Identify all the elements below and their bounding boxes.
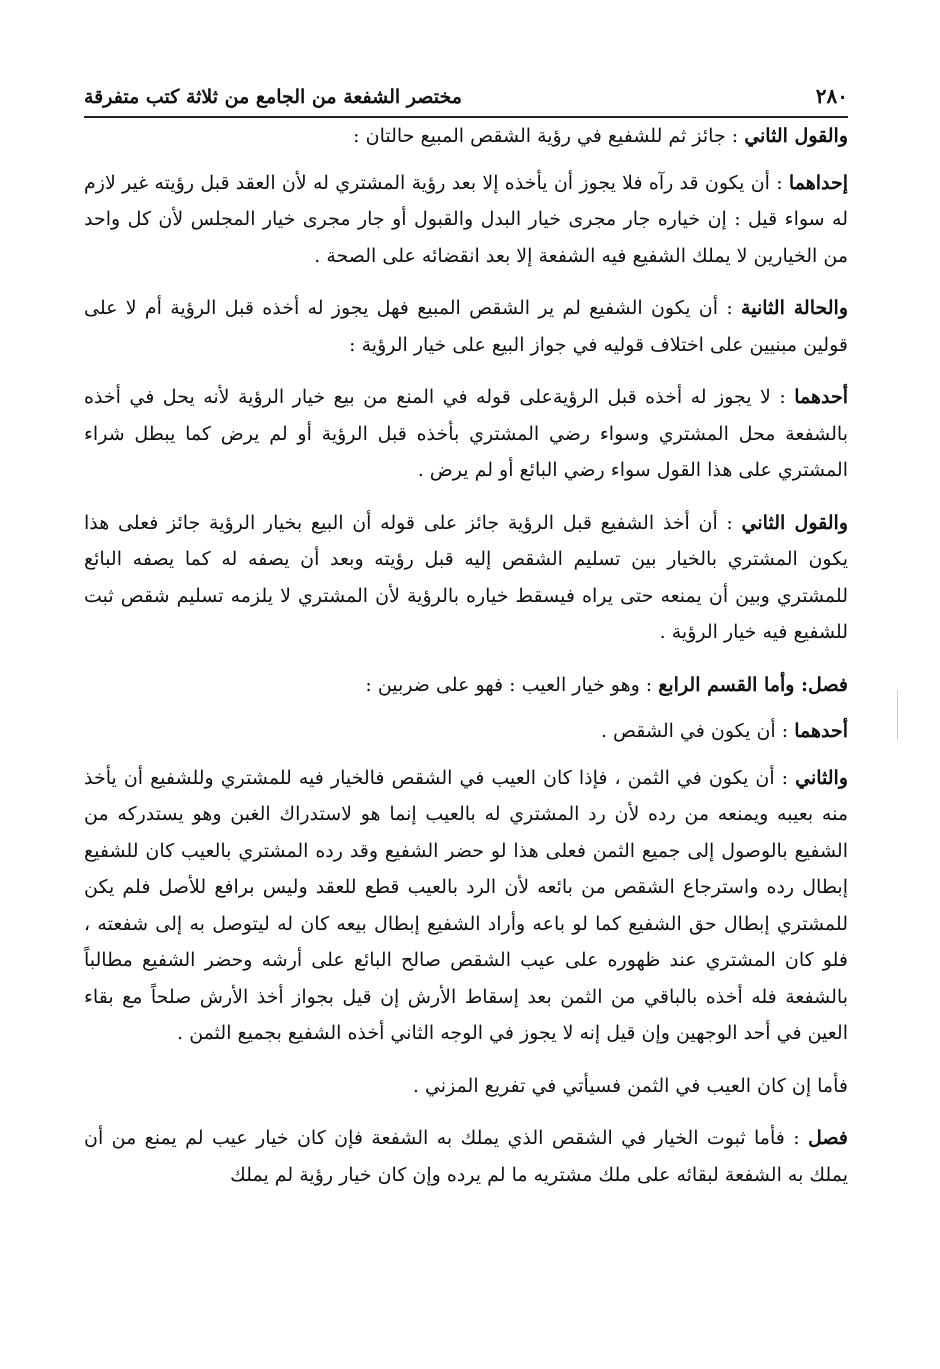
paragraph [84,505,848,651]
paragraph-lead: والقول الثاني [744,125,848,147]
page-body [84,118,848,1193]
paragraph-text: فأما إن كان العيب في الثمن فسيأتي في تفريع المزني . [412,1074,848,1097]
paragraph-lead: فصل [808,1127,848,1149]
book-title: مختصر الشفعة من الجامع من ثلاثة كتب متفرقة [84,86,462,108]
paragraph-text: : وهو خيار العيب : فهو على ضربين : [365,673,653,696]
paragraph [84,118,848,155]
paragraph-text: : لا يجوز له أخذه قبل الرؤيةعلى قوله في المنع من بيع خيار الرؤية لأنه يحل في أخذه بالشفعة محل المشتري وسواء رضي المشتري بأخذه قبل الرؤية أو لم يرض كما يبطل شراء المشتري على هذا القول سواء رضي البائع أو لم يرض . [84,386,848,481]
paragraph-lead: والقول الثاني [741,511,849,534]
paragraph-text: : أن يكون في الشقص . [600,720,789,742]
paragraph-text: : أن أخذ الشفيع قبل الرؤية جائز على قوله أن البيع بخيار الرؤية جائز فعلى هذا يكون المشتري بالخيار بين تسليم الشقص إليه قبل رؤيته وبعد أن يصفه له كما يصفه البائع للمشتري وبين أن يمنعه حتى يراه فيسقط خياره بالرؤية لأن المشتري لا يلزمه تسليم شقص ثبت للشفيع فيه خيار الرؤية . [84,511,848,643]
paragraph-lead: والثاني [795,766,848,789]
paragraph-lead: إحداهما [788,171,848,194]
paragraph-text: : أن يكون قد رآه فلا يجوز أن يأخذه إلا بعد رؤية المشتري له لأن العقد قبل رؤيته غير لازم له سواء قيل : إن خياره جار مجرى خيار البدل والقبول أو جار مجرى خيار المجلس لأن كل واحد من الخيارين لا يملك الشفيع فيه الشفعة إلا بعد انقضائه على الصحة . [84,171,848,267]
paragraph-text: : أن يكون الشفيع لم ير الشقص المبيع فهل يجوز له أخذه قبل الرؤية أم لا على قولين مبنيين على اختلاف قوليه في جواز البيع على خيار الرؤية : [84,297,848,356]
paragraph [84,667,848,704]
paragraph-lead: فصل: وأما القسم الرابع [658,673,848,696]
paragraph [84,713,848,750]
paragraph [84,760,848,1052]
scan-artifact-line [897,690,898,740]
paragraph [84,1068,848,1105]
book-page [84,70,848,1369]
paragraph [84,165,848,275]
paragraph-lead: أحدهما [794,720,848,742]
paragraph-lead: أحدهما [794,386,848,408]
paragraph [84,1120,848,1193]
paragraph-text: : فأما ثبوت الخيار في الشقص الذي يملك به الشفعة فإن كان خيار عيب لم يمنع من أن يملك به الشفعة لبقائه على ملك مشتريه ما لم يرده وإن كان خيار رؤية لم يملك [84,1127,848,1186]
running-header [84,70,848,118]
paragraph-lead: والحالة الثانية [741,297,848,319]
paragraph [84,290,848,363]
page-number: ٢٨٠ [815,84,848,108]
paragraph-text: : جائز ثم للشفيع في رؤية الشقص المبيع حالتان : [353,125,739,147]
paragraph-text: : أن يكون في الثمن ، فإذا كان العيب في الشقص فالخيار فيه للمشتري وللشفيع أن يأخذ منه بعيبه ويمنعه من رده لأن رد المشتري له بالعيب إنما هو لاستدراك الغبن وهو يستدركه من الشفيع بالوصول إلى جميع الثمن فعلى هذا لو حضر الشفيع وقد رده المشتري بالعيب كان للشفيع إبطال رده واسترجاع الشقص من بائعه لأن الرد بالعيب قطع للعقد وليس برافع للأصل فلم يكن للمشتري إبطال حق الشفيع كما لو باعه وأراد الشفيع إبطال بيعه كان له ليتوصل به إلى شفعته ، فلو كان المشتري عند ظهوره على عيب الشقص صالح البائع على أرشه وحضر الشفيع مطالباً بالشفعة فله أخذه بالباقي من الثمن بعد إسقاط الأرش إن قيل بجواز أخذ الأرش صلحاً مع بقاء العين في أحد الوجهين وإن قيل إنه لا يجوز في الوجه الثاني أخذه الشفيع بجميع الثمن . [84,766,848,1044]
paragraph [84,379,848,489]
